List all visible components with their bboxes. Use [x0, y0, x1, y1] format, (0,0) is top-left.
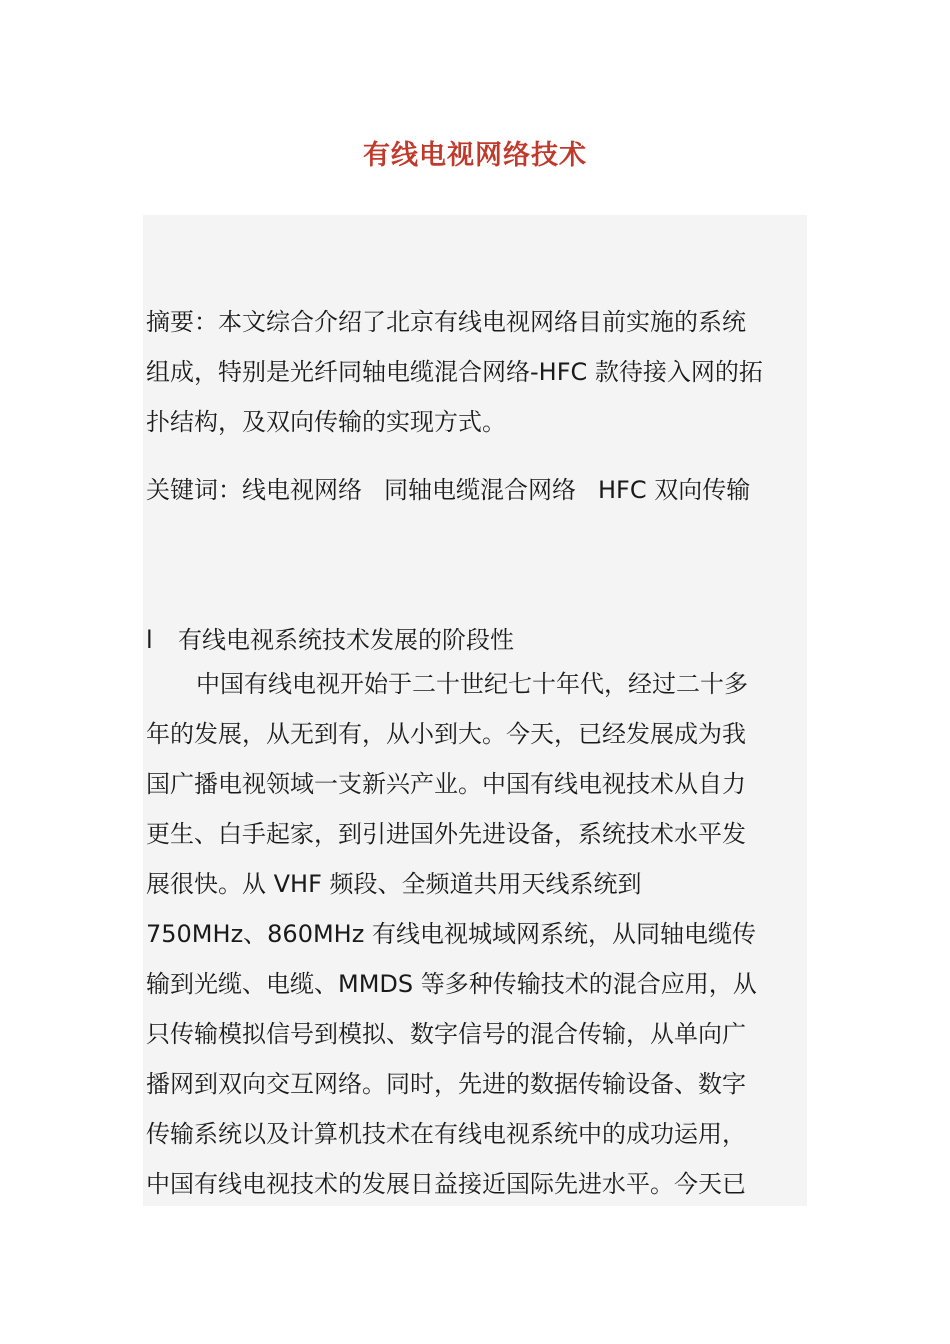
body-line: 传输系统以及计算机技术在有线电视系统中的成功运用， [146, 1120, 746, 1148]
body-line: 输到光缆、电缆、MMDS 等多种传输技术的混合应用，从 [146, 970, 757, 998]
keyword: 线电视网络 [242, 476, 362, 504]
body-paragraph [146, 659, 806, 1206]
abstract-line: 组成，特别是光纤同轴电缆混合网络-HFC 款待接入网的拓 [146, 358, 763, 386]
document-title: 有线电视网络技术 [363, 140, 587, 171]
abstract-paragraph [146, 297, 806, 447]
abstract-line: 扑结构，及双向传输的实现方式。 [146, 408, 506, 436]
body-line: 中国有线电视开始于二十世纪七十年代，经过二十多 [196, 670, 748, 698]
body-line: 只传输模拟信号到模拟、数字信号的混合传输，从单向广 [146, 1020, 746, 1048]
abstract-line: 摘要：本文综合介绍了北京有线电视网络目前实施的系统 [146, 308, 746, 336]
keyword: 同轴电缆混合网络 [384, 476, 576, 504]
section-heading [146, 620, 806, 655]
body-line: 中国有线电视技术的发展日益接近国际先进水平。今天已 [146, 1170, 746, 1198]
body-line: 展很快。从 VHF 频段、全频道共用天线系统到 [146, 870, 642, 898]
section-number: l [146, 626, 153, 654]
body-line: 更生、白手起家，到引进国外先进设备，系统技术水平发 [146, 820, 746, 848]
body-line: 播网到双向交互网络。同时，先进的数据传输设备、数字 [146, 1070, 746, 1098]
keywords-line [146, 470, 806, 505]
body-line: 750MHz、860MHz 有线电视城域网系统，从同轴电缆传 [146, 920, 756, 948]
body-line: 年的发展，从无到有，从小到大。今天，已经发展成为我 [146, 720, 746, 748]
content-block [143, 215, 807, 1206]
body-line: 国广播电视领域一支新兴产业。中国有线电视技术从自力 [146, 770, 746, 798]
section-heading-text: 有线电视系统技术发展的阶段性 [178, 626, 514, 654]
keywords-label: 关键词： [146, 476, 242, 504]
keyword: HFC 双向传输 [598, 476, 751, 504]
